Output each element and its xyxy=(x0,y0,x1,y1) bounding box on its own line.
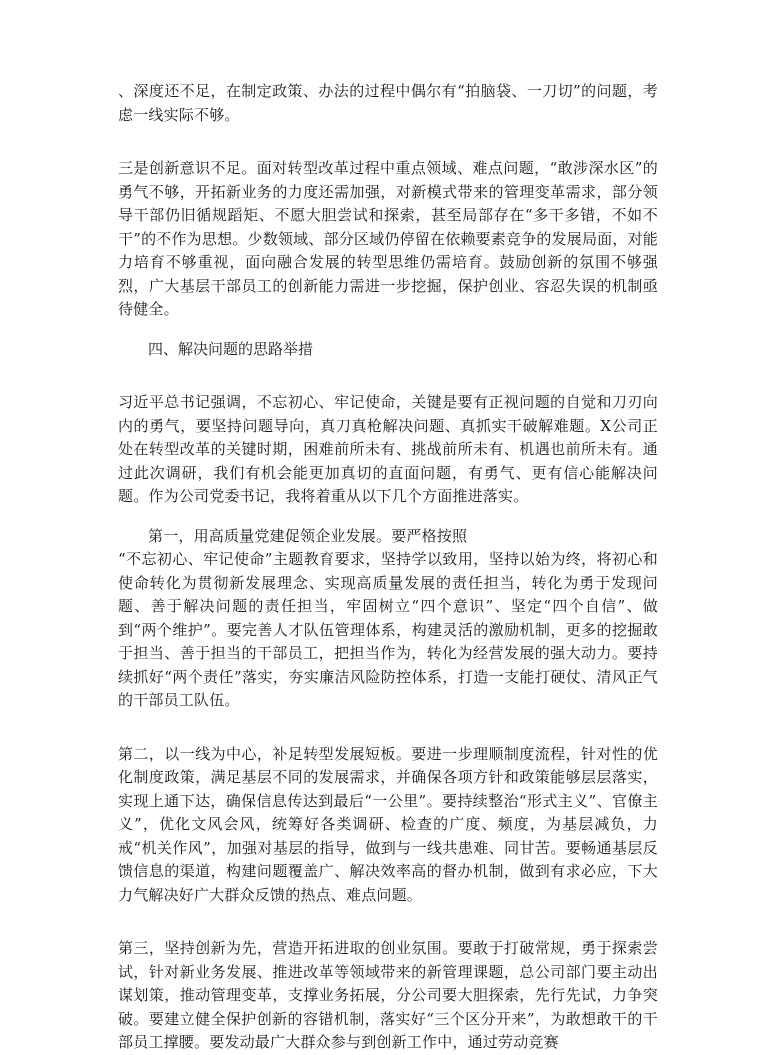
paragraph-first: “不忘初心、牢记使命”主题教育要求，坚持学以致用，坚持以始为终，将初心和使命转化为贯彻新发展理念、实现高质量发展的责任担当，转化为勇于发现问题、善于解决问题的责任担当，牢固树立“四个意识”、坚定“四个自信”、做到“两个维护”。要完善人才队伍管理体系，构建灵活的激励机制，更多的挖掘敢于担当、善于担当的干部员工，把担当作为，转化为经营发展的强大动力。要持续抓好“两个责任”落实，夯实廉洁风险防控体系，打造一支能打硬仗、清风正气的干部员工队伍。 xyxy=(118,550,658,709)
paragraph-innovation: 三是创新意识不足。面对转型改革过程中重点领域、难点问题，“敢涉深水区”的勇气不够，开拓新业务的力度还需加强，对新模式带来的管理变革需求，部分领导干部仍旧循规蹈矩、不愿大胆尝试和探索，甚至局部存在“多干多错，不如不干”的不作为思想。少数领域、部分区域仍停留在依赖要素竞争的发展局面，对能力培育不够重视，面向融合发展的转型思维仍需培育。鼓励创新的氛围不够强烈，广大基层干部员工的创新能力需进一步挖掘，保护创业、容忍失误的机制亟待健全。 xyxy=(118,159,658,318)
paragraph-second: 第二，以一线为中心，补足转型发展短板。要进一步理顺制度流程，针对性的优化制度政策，满足基层不同的发展需求，并确保各项方针和政策能够层层落实，实现上通下达，确保信息传达到最后“一公里”。要持续整治“形式主义”、官僚主义”，优化文风会风，统筹好各类调研、检查的广度、频度，为基层减负，力戒“机关作风”，加强对基层的指导，做到与一线共患难、同甘苦。要畅通基层反馈信息的渠道，构建问题覆盖广、解决效率高的督办机制，做到有求必应，下大力气解决好广大群众反馈的热点、难点问题。 xyxy=(118,744,658,904)
section-heading-4: 四、解决问题的思路举措 xyxy=(148,339,314,358)
paragraph-first-lead: 第一，用高质量党建促领企业发展。要严格按照 xyxy=(148,526,468,545)
paragraph-1: 、深度还不足，在制定政策、办法的过程中偶尔有“拍脑袋、一刀切”的问题，考虑一线实际不够。 xyxy=(118,82,658,124)
paragraph-third: 第三，坚持创新为先，营造开拓进取的创业氛围。要敢于打破常规，勇于探索尝试，针对新业务发展、推进改革等领域带来的新管理课题，总公司部门要主动出谋划策，推动管理变革，支撑业务拓展，分公司要大胆探索，先行先试，力争突破。要建立健全保护创新的容错机制，落实好“三个区分开来”，为敢想敢干的干部员工撑腰。要发动最广大群众参与到创新工作中，通过劳动竞赛 xyxy=(118,939,658,1051)
paragraph-xi-quote: 习近平总书记强调，不忘初心、牢记使命，关键是要有正视问题的自觉和刀刃向内的勇气，要坚持问题导向，真刀真枪解决问题、真抓实干破解难题。X公司正处在转型改革的关键时期，困难前所未有、挑战前所未有、机遇也前所未有。通过此次调研，我们有机会能更加真切的直面问题，有勇气、更有信心能解决问题。作为公司党委书记，我将着重从以下几个方面推进落实。 xyxy=(118,393,658,505)
document-page xyxy=(118,80,658,1055)
